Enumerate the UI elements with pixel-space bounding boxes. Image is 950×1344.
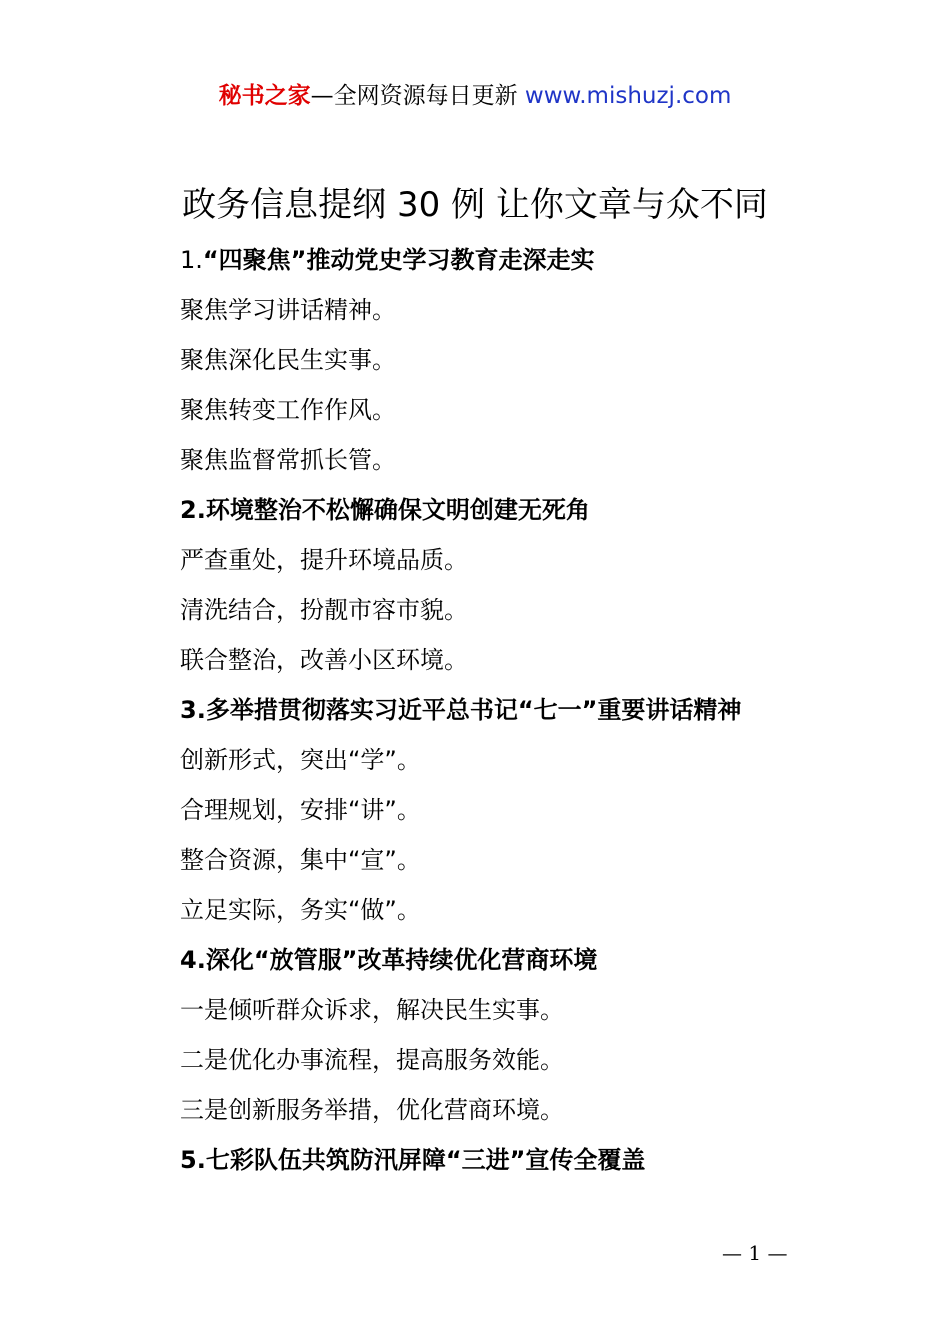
section-heading-text: “四聚焦”推动党史学习教育走深走实 xyxy=(202,246,595,274)
list-item: 聚焦转变工作作风。 xyxy=(180,396,396,424)
list-item: 合理规划，安排“讲”。 xyxy=(180,796,421,824)
document-body xyxy=(180,235,880,1185)
site-header xyxy=(0,80,950,112)
section-heading: 3.多举措贯彻落实习近平总书记“七一”重要讲话精神 xyxy=(180,696,742,724)
list-item: 聚焦深化民生实事。 xyxy=(180,346,396,374)
page-number: — 1 — xyxy=(722,1241,788,1265)
section-heading: 5.七彩队伍共筑防汛屏障“三进”宣传全覆盖 xyxy=(180,1146,646,1174)
section-heading: 4.深化“放管服”改革持续优化营商环境 xyxy=(180,946,598,974)
list-item: 聚焦监督常抓长管。 xyxy=(180,446,396,474)
list-item: 三是创新服务举措，优化营商环境。 xyxy=(180,1096,564,1124)
site-url-link[interactable]: www.mishuzj.com xyxy=(524,83,732,109)
site-brand: 秘书之家 xyxy=(218,83,311,109)
list-item: 严查重处，提升环境品质。 xyxy=(180,546,468,574)
site-tagline: —全网资源每日更新 xyxy=(310,83,518,109)
list-item: 清洗结合，扮靓市容市貌。 xyxy=(180,596,468,624)
list-item: 一是倾听群众诉求，解决民生实事。 xyxy=(180,996,564,1024)
list-item: 联合整治，改善小区环境。 xyxy=(180,646,468,674)
section-number: 1. xyxy=(180,246,203,274)
list-item: 创新形式，突出“学”。 xyxy=(180,746,421,774)
list-item: 聚焦学习讲话精神。 xyxy=(180,296,396,324)
section-heading xyxy=(180,235,880,285)
document-title: 政务信息提纲 30 例 让你文章与众不同 xyxy=(182,185,768,225)
list-item: 立足实际，务实“做”。 xyxy=(180,896,421,924)
section-heading: 2.环境整治不松懈确保文明创建无死角 xyxy=(180,496,590,524)
list-item: 整合资源，集中“宣”。 xyxy=(180,846,421,874)
list-item: 二是优化办事流程，提高服务效能。 xyxy=(180,1046,564,1074)
